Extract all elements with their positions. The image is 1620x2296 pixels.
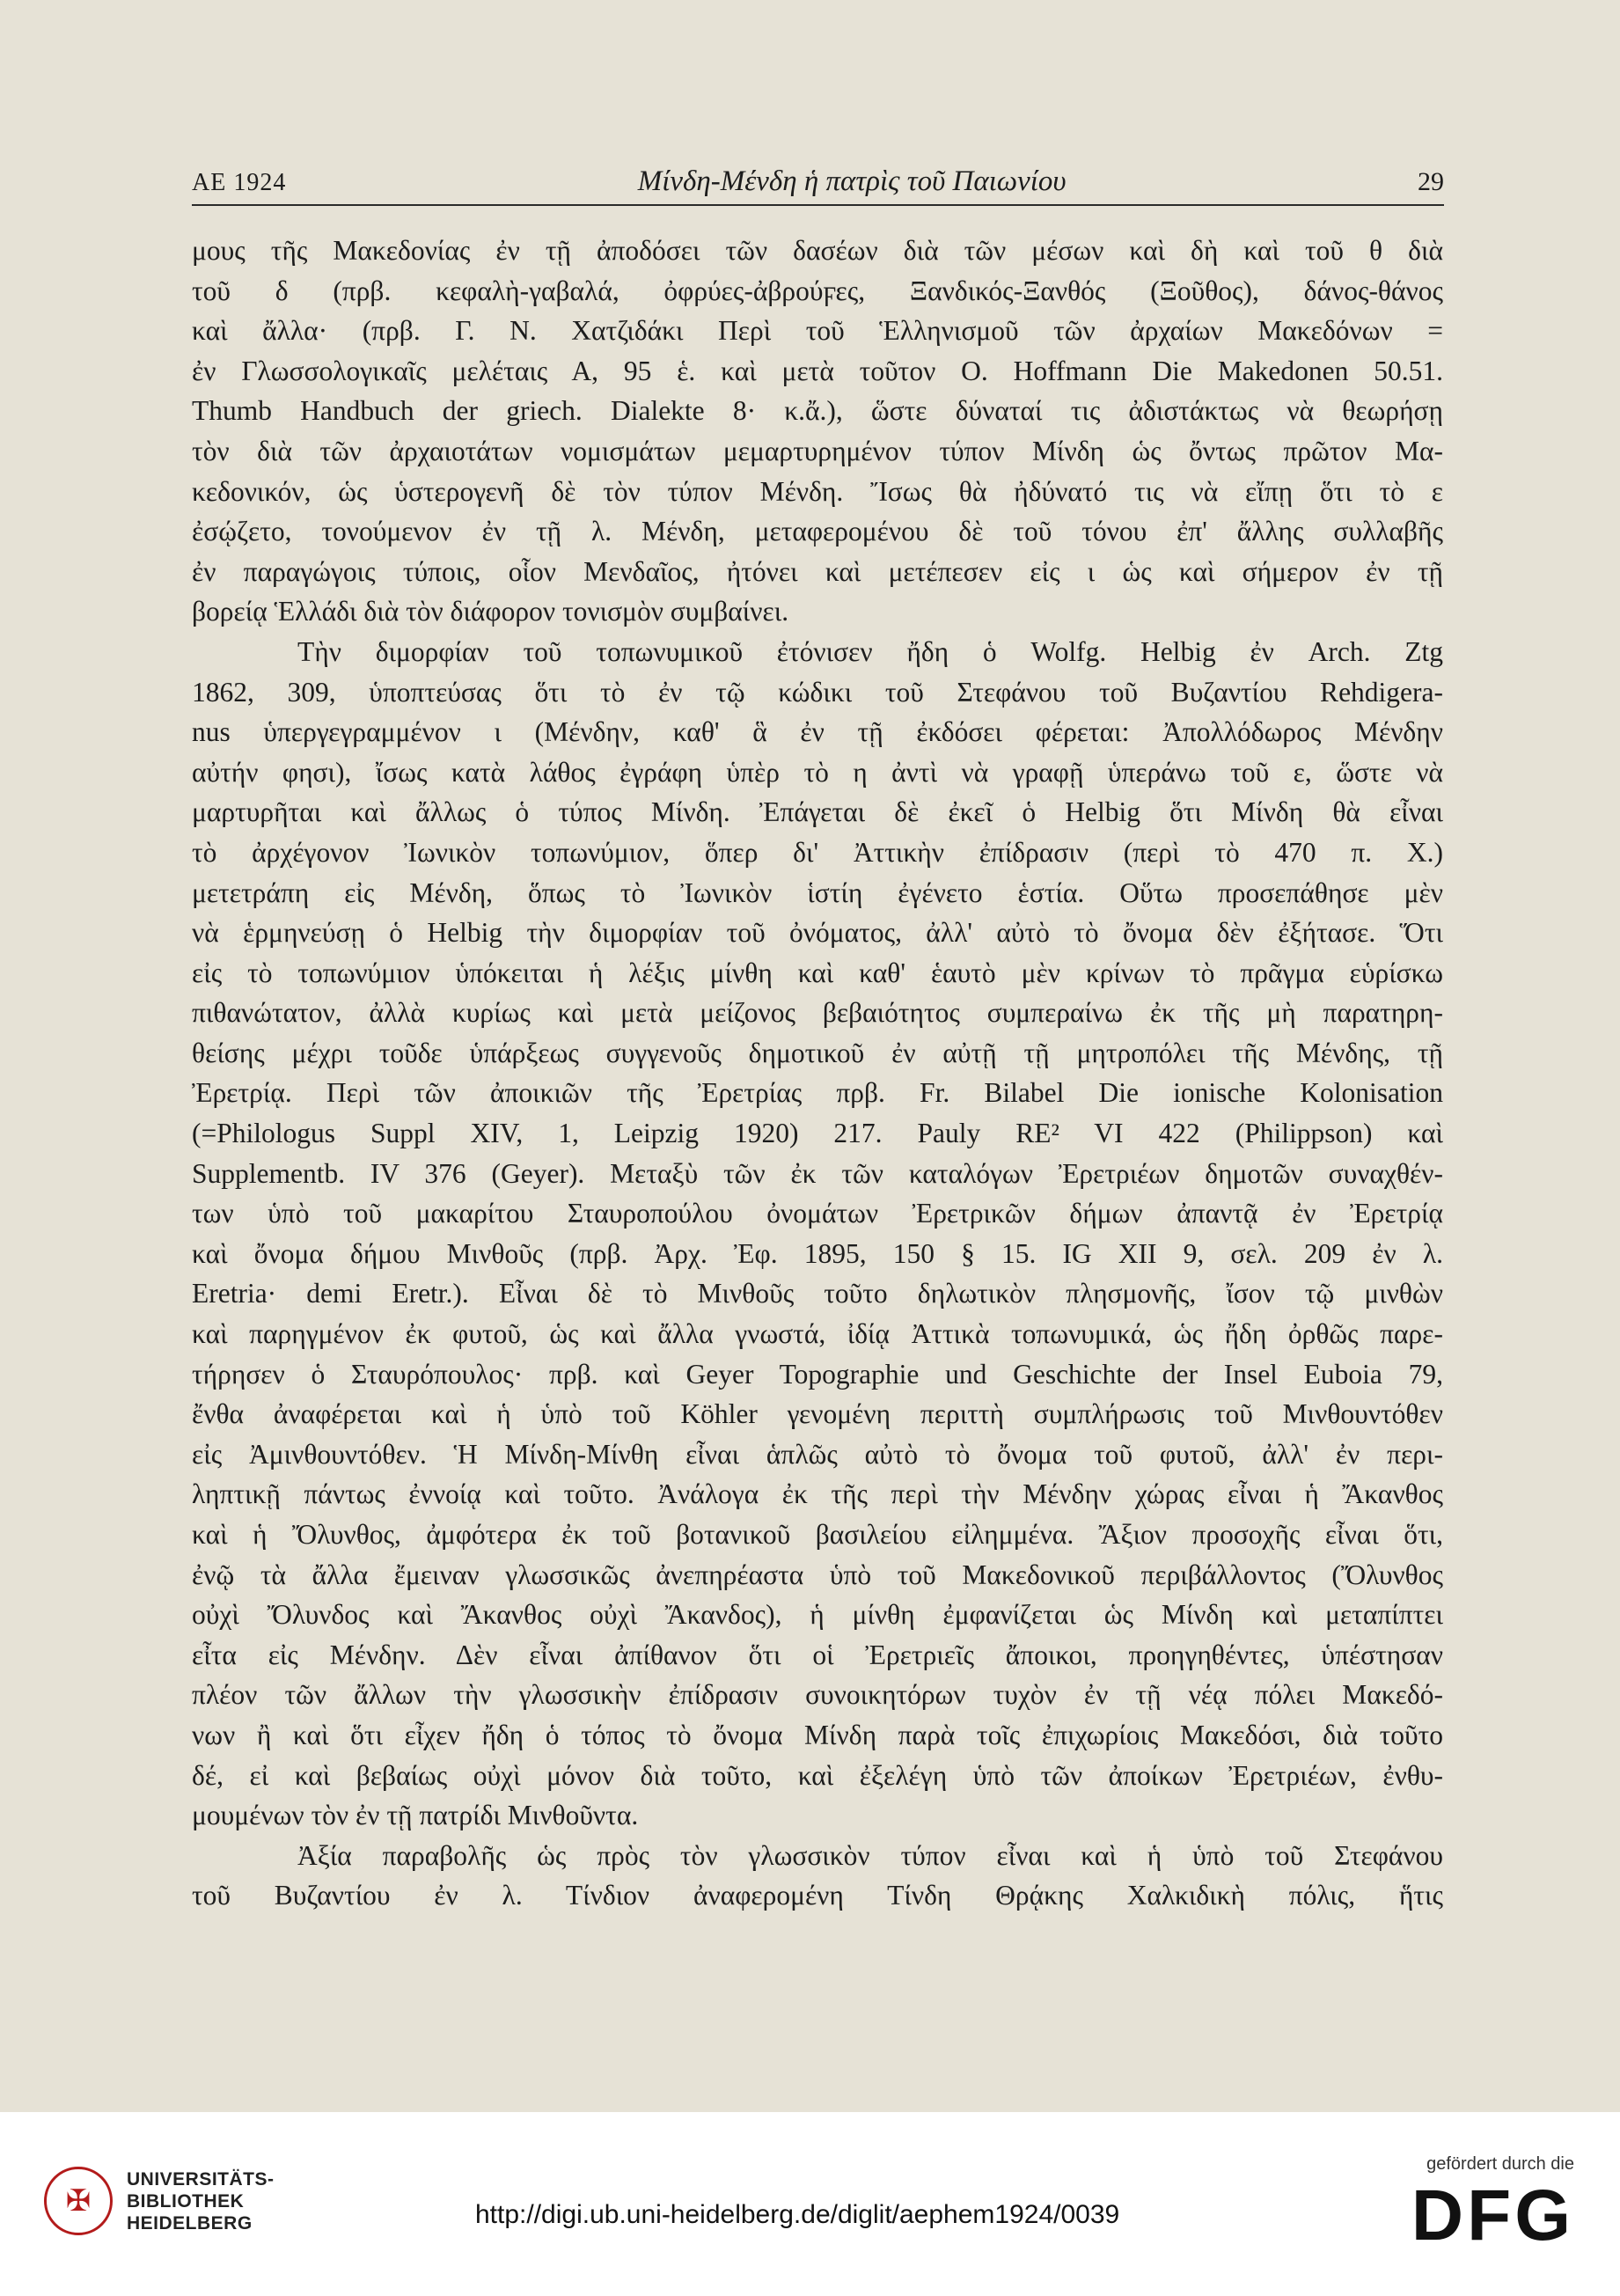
running-head: [192, 165, 1444, 209]
text-line: εἰς Ἀμινθουντόθεν. Ἡ Μίνδη-Μίνθη εἶναι ἁπλῶς αὐτὸ τὸ ὄνομα τοῦ φυτοῦ, ἀλλ' ἐν περι-: [192, 1438, 1443, 1470]
text-line: κεδονικόν, ὡς ὑστερογενῆ δὲ τὸν τύπον Μένδη. Ἴσως θὰ ἠδύνατό τις νὰ εἴπῃ ὅτι τὸ ε: [192, 475, 1443, 507]
university-seal-icon: ✠: [44, 2167, 113, 2235]
text-line: πλέον τῶν ἄλλων τὴν γλωσσικὴν ἐπίδρασιν συνοικητόρων τυχὸν ἐν τῇ νέᾳ πόλει Μακεδό-: [192, 1679, 1443, 1711]
body-text: [192, 231, 1443, 1916]
library-logo-text: UNIVERSITÄTS- BIBLIOTHEK HEIDELBERG: [127, 2168, 275, 2234]
text-line: θείσης μέχρι τοῦδε ὑπάρξεως συγγενοῦς δημοτικοῦ ἐν αὐτῇ τῇ μητροπόλει τῆς Μένδης, τῇ: [192, 1037, 1443, 1068]
text-line: τὸν διὰ τῶν ἀρχαιοτάτων νομισμάτων μεμαρτυρημένον τύπον Μίνδη ὡς ὄντως πρῶτον Μα-: [192, 435, 1443, 466]
text-line: τοῦ δ (πρβ. κεφαλὴ-γαβαλά, ὀφρύες-ἀβρούϝες, Ξανδικός-Ξανθός (Ξοῦθος), δάνος-θάνος: [192, 275, 1443, 306]
text-line: τήρησεν ὁ Σταυρόπουλος· πρβ. καὶ Geyer Topographie und Geschichte der Insel Euboia 79,: [192, 1358, 1443, 1390]
text-line: τὸ ἀρχέγονον Ἰωνικὸν τοπωνύμιον, ὅπερ δι' Ἀττικὴν ἐπίδρασιν (περὶ τὸ 470 π. Χ.): [192, 836, 1443, 868]
funder-block: [1411, 2154, 1574, 2256]
text-line: καὶ παρηγμένον ἐκ φυτοῦ, ὡς καὶ ἄλλα γνωστά, ἰδίᾳ Ἀττικὰ τοπωνυμικά, ὡς ἤδη ὀρθῶς παρε-: [192, 1318, 1443, 1350]
funder-caption: gefördert durch die: [1426, 2154, 1574, 2174]
text-line: οὐχὶ Ὄλυνδος καὶ Ἄκανθος οὐχὶ Ἄκανδος), ἡ μίνθη ἐμφανίζεται ὡς Μίνδη καὶ μεταπίπτει: [192, 1599, 1443, 1631]
text-line: δέ, εἰ καὶ βεβαίως οὐχὶ μόνον διὰ τοῦτο, καὶ ἐξελέγη ὑπὸ τῶν ἀποίκων Ἐρετριέων, ἐνθυ-: [192, 1759, 1443, 1791]
running-title: Μίνδη-Μένδη ἡ πατρὶς τοῦ Παιωνίου: [637, 165, 1067, 197]
text-line: εἶτα εἰς Μένδην. Δὲν εἶναι ἀπίθανον ὅτι οἱ Ἐρετριεῖς ἄποικοι, προηγηθέντες, ὑπέστησαν: [192, 1639, 1443, 1670]
dfg-logo[interactable]: DFG: [1411, 2175, 1574, 2256]
text-line: Supplementb. IV 376 (Geyer). Μεταξὺ τῶν ἐκ τῶν καταλόγων Ἐρετριέων δημοτῶν συναχθέν-: [192, 1157, 1443, 1189]
text-line: Ἐρετρίᾳ. Περὶ τῶν ἀποικιῶν τῆς Ἐρετρίας πρβ. Fr. Bilabel Die ionische Kolonisation: [192, 1077, 1443, 1109]
text-line: μαρτυρῆται καὶ ἄλλως ὁ τύπος Μίνδη. Ἐπάγεται δὲ ἐκεῖ ὁ Helbig ὅτι Μίνδη θὰ εἶναι: [192, 796, 1443, 828]
text-line: μουμένων τὸν ἐν τῇ πατρίδι Μινθοῦντα.: [192, 1800, 639, 1831]
text-line: νων ἢ καὶ ὅτι εἶχεν ἤδη ὁ τόπος τὸ ὄνομα Μίνδη παρὰ τοῖς ἐπιχωρίοις Μακεδόσι, διὰ τοῦτο: [192, 1719, 1443, 1750]
permalink[interactable]: http://digi.ub.uni-heidelberg.de/diglit/aephem1924/0039: [475, 2200, 1120, 2229]
text-line: ἔνθα ἀναφέρεται καὶ ἡ ὑπὸ τοῦ Köhler γενομένη περιττὴ συμπλήρωσις τοῦ Μινθουντόθεν: [192, 1398, 1443, 1430]
text-line: καὶ ἄλλα· (πρβ. Γ. Ν. Χατζιδάκι Περὶ τοῦ Ἑλληνισμοῦ τῶν ἀρχαίων Μακεδόνων =: [192, 315, 1443, 347]
text-line: μετετράπη εἰς Μένδη, ὅπως τὸ Ἰωνικὸν ἱστίη ἐγένετο ἑστία. Οὕτω προσεπάθησε μὲν: [192, 877, 1443, 908]
digitization-footer: [0, 2112, 1620, 2296]
page-number: 29: [1417, 167, 1444, 196]
text-line: τοῦ Βυζαντίου ἐν λ. Τίνδιον ἀναφερομένη Τίνδη Θρᾴκης Χαλκιδικὴ πόλις, ἥτις: [192, 1880, 1443, 1911]
text-line: καὶ ὄνομα δήμου Μινθοῦς (πρβ. Ἀρχ. Ἐφ. 1895, 150 § 15. IG XII 9, σελ. 209 ἐν λ.: [192, 1237, 1443, 1269]
text-line: μους τῆς Μακεδονίας ἐν τῇ ἀποδόσει τῶν δασέων διὰ τῶν μέσων καὶ δὴ καὶ τοῦ θ διὰ: [192, 235, 1443, 266]
journal-year: AE 1924: [192, 169, 287, 196]
text-line: Τὴν διμορφίαν τοῦ τοπωνυμικοῦ ἐτόνισεν ἤδη ὁ Wolfg. Helbig ἐν Arch. Ztg: [297, 635, 1443, 667]
header-rule: [192, 204, 1444, 206]
text-line: βορείᾳ Ἑλλάδι διὰ τὸν διάφορον τονισμὸν συμβαίνει.: [192, 596, 789, 627]
text-line: ἐν παραγώγοις τύποις, οἷον Μενδαῖος, ἠτόνει καὶ μετέπεσεν εἰς ι ὡς καὶ σήμερον ἐν τῇ: [192, 555, 1443, 587]
text-line: ληπτικῇ πάντως ἐννοίᾳ καὶ τοῦτο. Ἀνάλογα ἐκ τῆς περὶ τὴν Μένδην χώρας εἶναι ἡ Ἄκανθος: [192, 1478, 1443, 1510]
text-line: Thumb Handbuch der griech. Dialekte 8· κ.ἄ.), ὥστε δύναταί τις ἀδιστάκτως νὰ θεωρήσῃ: [192, 395, 1443, 427]
text-line: ἐσῴζετο, τονούμενον ἐν τῇ λ. Μένδη, μεταφερομένου δὲ τοῦ τόνου ἐπ' ἄλλης συλλαβῆς: [192, 516, 1443, 547]
text-line: ἐν Γλωσσολογικαῖς μελέταις Α, 95 ἑ. καὶ μετὰ τοῦτον O. Hoffmann Die Makedonen 50.51.: [192, 355, 1443, 386]
text-line: nus ὑπεργεγραμμένον ι (Μένδην, καθ' ἃ ἐν τῇ ἐκδόσει φέρεται: Ἀπολλόδωρος Μένδην: [192, 716, 1443, 748]
text-line: πιθανώτατον, ἀλλὰ κυρίως καὶ μετὰ μείζονος βεβαιότητος συμπεραίνω ἐκ τῆς μὴ παρατηρη-: [192, 997, 1443, 1029]
text-line: Eretria· demi Eretr.). Εἶναι δὲ τὸ Μινθοῦς τοῦτο δηλωτικὸν πλησμονῆς, ἴσον τῷ μινθὼν: [192, 1278, 1443, 1309]
text-line: νὰ ἑρμηνεύσῃ ὁ Helbig τὴν διμορφίαν τοῦ ὀνόματος, ἀλλ' αὐτὸ τὸ ὄνομα δὲν ἐξήτασε. Ὅτι: [192, 917, 1443, 949]
text-line: καὶ ἡ Ὄλυνθος, ἀμφότερα ἐκ τοῦ βοτανικοῦ βασιλείου εἰλημμένα. Ἄξιον προσοχῆς εἶναι ὅτι,: [192, 1519, 1443, 1550]
text-line: 1862, 309, ὑποπτεύσας ὅτι τὸ ἐν τῷ κώδικι τοῦ Στεφάνου τοῦ Βυζαντίου Rehdigera-: [192, 676, 1443, 708]
text-line: εἰς τὸ τοπωνύμιον ὑπόκειται ἡ λέξις μίνθη καὶ καθ' ἑαυτὸ μὲν κρίνων τὸ πρᾶγμα εὑρίσκω: [192, 957, 1443, 988]
text-line: (=Philologus Suppl XIV, 1, Leipzig 1920) 217. Pauly RE² VI 422 (Philippson) καὶ: [192, 1118, 1443, 1149]
library-logo[interactable]: [44, 2167, 275, 2235]
text-line: ἐνῷ τὰ ἄλλα ἔμειναν γλωσσικῶς ἀνεπηρέαστα ὑπὸ τοῦ Μακεδονικοῦ περιβάλλοντος (Ὄλυνθος: [192, 1559, 1443, 1590]
text-line: αὐτήν φησι), ἴσως κατὰ λάθος ἐγράφη ὑπὲρ τὸ η ἀντὶ νὰ γραφῇ ὑπεράνω τοῦ ε, ὥστε νὰ: [192, 756, 1443, 788]
text-line: Ἀξία παραβολῆς ὡς πρὸς τὸν γλωσσικὸν τύπον εἶναι καὶ ἡ ὑπὸ τοῦ Στεφάνου: [297, 1839, 1443, 1871]
text-line: των ὑπὸ τοῦ μακαρίτου Σταυροπούλου ὀνομάτων Ἐρετρικῶν δήμων ἀπαντᾷ ἐν Ἐρετρίᾳ: [192, 1198, 1443, 1229]
